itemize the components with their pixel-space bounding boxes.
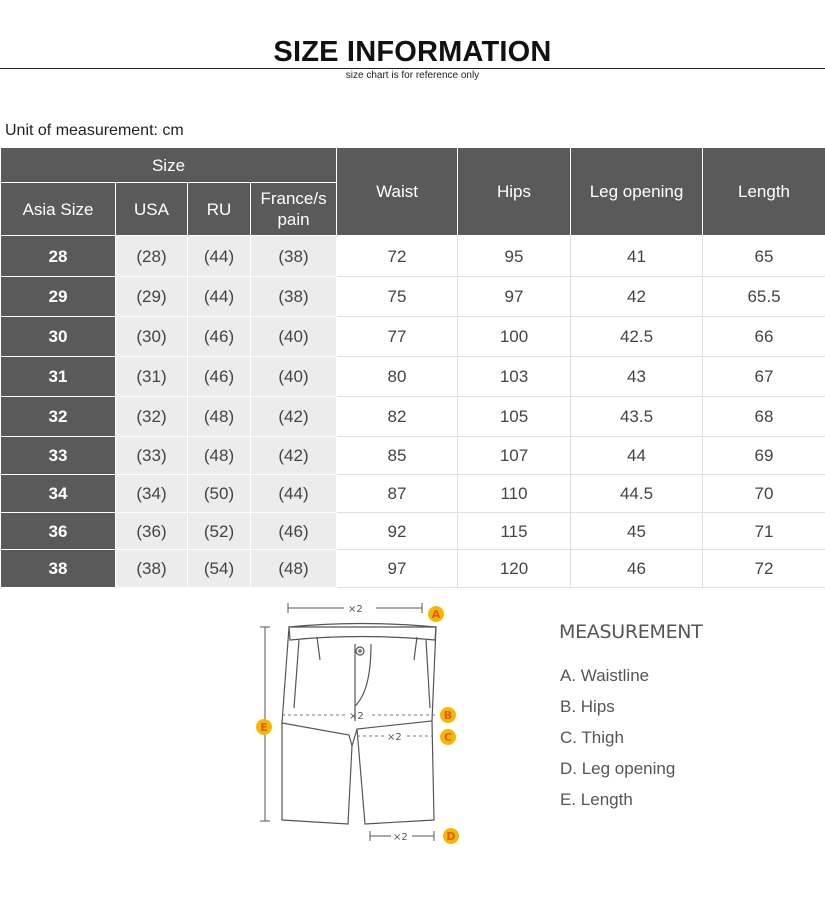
waist-cell: 80 [337, 357, 458, 397]
ru-size-cell: (54) [188, 550, 251, 588]
header-france-spain: France/s pain [251, 183, 337, 236]
header-leg-opening: Leg opening [571, 148, 703, 236]
ru-size-cell: (52) [188, 513, 251, 550]
shorts-diagram [245, 596, 475, 852]
leg-opening-cell: 43.5 [571, 397, 703, 437]
page-subtitle: size chart is for reference only [345, 70, 480, 81]
table-row [1, 437, 825, 475]
ru-size-cell: (48) [188, 397, 251, 437]
table-row [1, 475, 825, 513]
multiplier-a: ×2 [348, 604, 363, 615]
table-row [1, 397, 825, 437]
length-cell: 70 [703, 475, 825, 513]
france-spain-size-cell: (38) [251, 236, 337, 277]
hips-cell: 100 [458, 317, 571, 357]
hips-cell: 120 [458, 550, 571, 588]
length-cell: 66 [703, 317, 825, 357]
svg-text:E: E [260, 721, 268, 734]
ru-size-cell: (48) [188, 437, 251, 475]
usa-size-cell: (30) [116, 317, 188, 357]
length-cell: 69 [703, 437, 825, 475]
waist-cell: 75 [337, 277, 458, 317]
multiplier-c: ×2 [387, 732, 402, 743]
usa-size-cell: (33) [116, 437, 188, 475]
table-row [1, 317, 825, 357]
svg-text:A: A [431, 608, 441, 621]
asia-size-cell: 33 [1, 437, 116, 475]
hips-cell: 107 [458, 437, 571, 475]
hips-cell: 110 [458, 475, 571, 513]
asia-size-cell: 34 [1, 475, 116, 513]
usa-size-cell: (38) [116, 550, 188, 588]
multiplier-b: ×2 [349, 711, 364, 722]
length-cell: 71 [703, 513, 825, 550]
leg-opening-cell: 44 [571, 437, 703, 475]
shorts-outline [282, 624, 436, 825]
header-ru: RU [188, 183, 251, 236]
usa-size-cell: (29) [116, 277, 188, 317]
length-cell: 68 [703, 397, 825, 437]
ru-size-cell: (46) [188, 357, 251, 397]
hips-cell: 97 [458, 277, 571, 317]
leg-opening-cell: 46 [571, 550, 703, 588]
asia-size-cell: 28 [1, 236, 116, 277]
measurement-item-leg-opening: D. Leg opening [560, 759, 676, 778]
waist-cell: 77 [337, 317, 458, 357]
usa-size-cell: (36) [116, 513, 188, 550]
measurement-title: MEASUREMENT [559, 621, 703, 643]
measurement-item-waistline: A. Waistline [560, 666, 650, 685]
leg-opening-cell: 44.5 [571, 475, 703, 513]
table-row [1, 277, 825, 317]
asia-size-cell: 36 [1, 513, 116, 550]
marker-d [443, 828, 459, 844]
header-usa: USA [116, 183, 188, 236]
waist-cell: 72 [337, 236, 458, 277]
leg-opening-cell: 43 [571, 357, 703, 397]
france-spain-size-cell: (40) [251, 357, 337, 397]
france-spain-size-cell: (42) [251, 437, 337, 475]
table-row [1, 357, 825, 397]
leg-opening-cell: 45 [571, 513, 703, 550]
france-spain-size-cell: (48) [251, 550, 337, 588]
header-length: Length [703, 148, 825, 236]
ru-size-cell: (44) [188, 277, 251, 317]
page-title: SIZE INFORMATION [273, 36, 552, 68]
svg-text:D: D [446, 830, 456, 843]
measurement-item-thigh: C. Thigh [560, 728, 624, 747]
header-waist: Waist [337, 148, 458, 236]
usa-size-cell: (32) [116, 397, 188, 437]
usa-size-cell: (34) [116, 475, 188, 513]
ru-size-cell: (50) [188, 475, 251, 513]
table-row [1, 236, 825, 277]
length-cell: 67 [703, 357, 825, 397]
france-spain-size-cell: (44) [251, 475, 337, 513]
waist-cell: 85 [337, 437, 458, 475]
table-row [1, 550, 825, 588]
svg-text:B: B [443, 709, 453, 722]
asia-size-cell: 29 [1, 277, 116, 317]
asia-size-cell: 31 [1, 357, 116, 397]
france-spain-size-cell: (42) [251, 397, 337, 437]
asia-size-cell: 38 [1, 550, 116, 588]
france-spain-size-cell: (38) [251, 277, 337, 317]
france-spain-size-cell: (46) [251, 513, 337, 550]
header-hips: Hips [458, 148, 571, 236]
size-table [0, 147, 825, 588]
title-divider [0, 68, 825, 69]
marker-a [428, 606, 444, 622]
ru-size-cell: (46) [188, 317, 251, 357]
marker-b [440, 707, 456, 723]
measurement-item-length: E. Length [560, 790, 633, 809]
asia-size-cell: 32 [1, 397, 116, 437]
waist-cell: 87 [337, 475, 458, 513]
table-row [1, 513, 825, 550]
waist-cell: 82 [337, 397, 458, 437]
length-cell: 72 [703, 550, 825, 588]
waist-cell: 97 [337, 550, 458, 588]
marker-e [256, 719, 272, 735]
hips-cell: 105 [458, 397, 571, 437]
hips-cell: 95 [458, 236, 571, 277]
usa-size-cell: (31) [116, 357, 188, 397]
asia-size-cell: 30 [1, 317, 116, 357]
leg-opening-cell: 42.5 [571, 317, 703, 357]
usa-size-cell: (28) [116, 236, 188, 277]
france-spain-size-cell: (40) [251, 317, 337, 357]
hips-cell: 115 [458, 513, 571, 550]
waist-cell: 92 [337, 513, 458, 550]
ru-size-cell: (44) [188, 236, 251, 277]
multiplier-d: ×2 [393, 832, 408, 843]
header-asia-size: Asia Size [1, 183, 116, 236]
measurement-legend [560, 660, 675, 815]
unit-label: Unit of measurement: cm [5, 122, 184, 139]
svg-text:C: C [443, 731, 453, 744]
marker-c [440, 729, 456, 745]
length-cell: 65 [703, 236, 825, 277]
leg-opening-cell: 42 [571, 277, 703, 317]
leg-opening-cell: 41 [571, 236, 703, 277]
length-cell: 65.5 [703, 277, 825, 317]
size-group-header: Size [1, 148, 337, 183]
hips-cell: 103 [458, 357, 571, 397]
measurement-item-hips: B. Hips [560, 697, 615, 716]
